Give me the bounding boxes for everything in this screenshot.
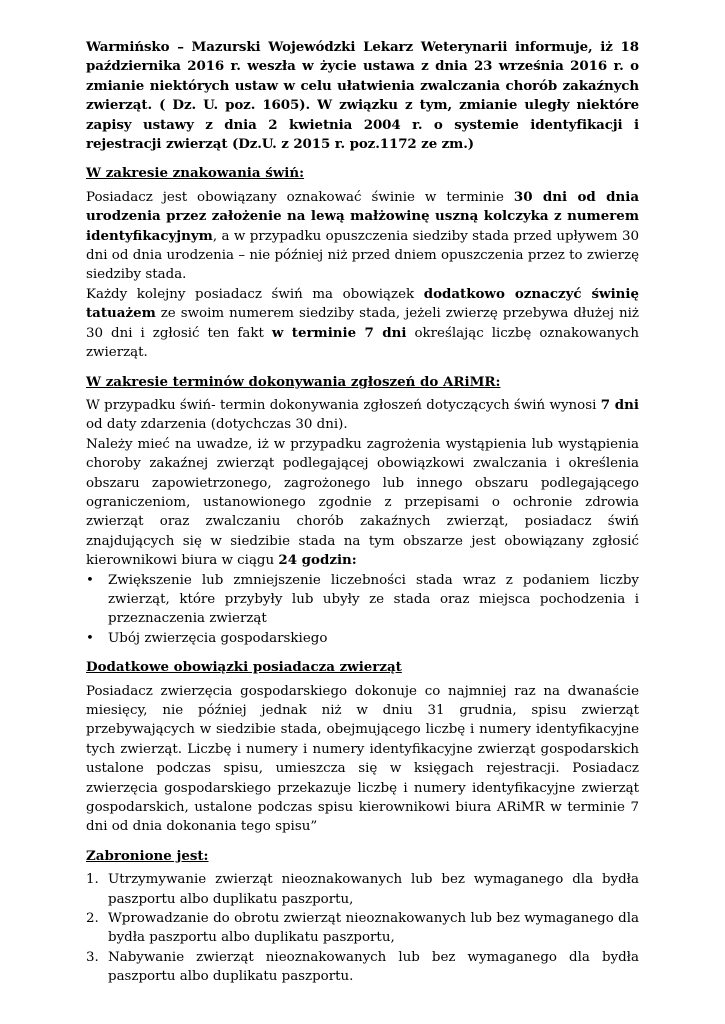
- section-heading-zgloszenia: W zakresie terminów dokonywania zgłoszeń do ARiMR:: [86, 373, 501, 390]
- list-item-text: Utrzymywanie zwierząt nieoznakowanych lub bez wymaganego dla bydła paszportu albo duplikatu paszportu,: [108, 872, 639, 907]
- section-heading-obowiazki: Dodatkowe obowiązki posiadacza zwierząt: [86, 659, 402, 676]
- text-run: Należy mieć na uwadze, iż w przypadku zagrożenia wystąpienia lub wystąpienia choroby zakaźnej zwierząt podlegającej obowiązkowi zwalczania i określenia obszaru zapowietrzonego, zagrożonego lub innego obszaru podlegającego ograniczeniom, ustanowionego zgodnie z przepisami o ochronie zdrowia zwierząt oraz zwalczaniu chorób zakaźnych zwierząt, posiadacz świń znajdujących się w siedzibie stada na tym obszarze jest obowiązany zgłosić kierownikowi biura w ciągu: [86, 436, 639, 569]
- list-number: 2.: [86, 911, 99, 927]
- text-run: , a w przypadku opuszczenia siedziby stada przed upływem 30 dni od dnia urodzenia – nie później niż przed dniem opuszczenia przez to zwierzę siedziby stada.: [86, 228, 639, 283]
- section-heading-zabronione: Zabronione jest:: [86, 847, 209, 864]
- intro-paragraph: Warmińsko – Mazurski Wojewódzki Lekarz Weterynarii informuje, iż 18 października 2016 r. weszła w życie ustawa z dnia 23 września 2016 r. o zmianie niektórych ustaw w celu ułatwienia zwalczania chorób zakaźnych zwierząt. ( Dz. U. poz. 1605). W związku z tym, zmianie uległy niektóre zapisy ustawy z dnia 2 kwietnia 2004 r. o systemie identyfikacji i rejestracji zwierząt (Dz.U. z 2015 r. poz.1172 ze zm.): [86, 39, 639, 153]
- text-run: od daty zdarzenia (dotychczas 30 dni).: [86, 417, 348, 433]
- text-run: ze swoim numerem siedziby stada, jeżeli zwierzę przebywa dłużej niż 30 dni i zgłosić ten fakt: [86, 306, 639, 341]
- bold-run: 7 dni: [600, 396, 639, 413]
- numbered-list: [86, 870, 639, 986]
- list-item: • Zwiększenie lub zmniejszenie liczebności stada wraz z podaniem liczby zwierząt, które przybyły lub ubyły ze stada oraz miejsca pochodzenia i przeznaczenia zwierząt: [86, 571, 639, 629]
- document-page: [86, 38, 639, 987]
- text-run: Każdy kolejny posiadacz świń ma obowiązek: [86, 286, 424, 302]
- paragraph-znakowanie-2: [86, 285, 639, 363]
- bold-run: w terminie 7 dni: [271, 324, 407, 341]
- list-item-text: Nabywanie zwierząt nieoznakowanych lub bez wymaganego dla bydła paszportu albo duplikatu paszportu.: [108, 949, 639, 985]
- list-item: [86, 948, 639, 987]
- list-item-text: Wprowadzanie do obrotu zwierząt nieoznakowanych lub bez wymaganego dla bydła paszportu albo duplikatu paszportu,: [108, 911, 639, 946]
- list-item: • Ubój zwierzęcia gospodarskiego: [86, 629, 639, 648]
- paragraph-zgloszenia-1: [86, 396, 639, 435]
- text-run: określając liczbę oznakowanych zwierząt.: [86, 325, 639, 361]
- list-item: [86, 909, 639, 948]
- bold-run: 30 dni od dnia urodzenia przez założenie na lewą małżowinę uszną kolczyka z numerem identyfikacyjnym: [86, 188, 639, 244]
- paragraph-obowiazki: Posiadacz zwierzęcia gospodarskiego dokonuje co najmniej raz na dwanaście miesięcy, nie później jednak niż w dniu 31 grudnia, spisu zwierząt przebywających w siedzibie stada, obejmującego liczbę i numery identyfikacyjne tych zwierząt. Liczbę i numery i numery identyfikacyjne zwierząt gospodarskich ustalone podczas spisu, umieszcza się w księgach rejestracji. Posiadacz zwierzęcia gospodarskiego przekazuje liczbę i numery identyfikacyjne zwierząt gospodarskich, ustalone podczas spisu kierownikowi biura ARiMR w terminie 7 dni od dnia dokonania tego spisu”: [86, 683, 639, 835]
- bold-run: dodatkowo oznaczyć świnię tatuażem: [86, 285, 639, 322]
- text-run: W przypadku świń- termin dokonywania zgłoszeń dotyczących świń wynosi: [86, 397, 601, 413]
- list-number: 3.: [86, 949, 99, 965]
- bold-run: 24 godzin:: [278, 552, 357, 569]
- paragraph-znakowanie-1: [86, 188, 639, 285]
- section-heading-znakowanie: W zakresie znakowania świń:: [86, 165, 305, 182]
- text-run: Posiadacz jest obowiązany oznakować świnie w terminie: [86, 189, 514, 205]
- list-number: 1.: [86, 872, 99, 888]
- paragraph-zgloszenia-2: [86, 435, 639, 571]
- bullet-list: [86, 571, 639, 649]
- list-item: [86, 870, 639, 909]
